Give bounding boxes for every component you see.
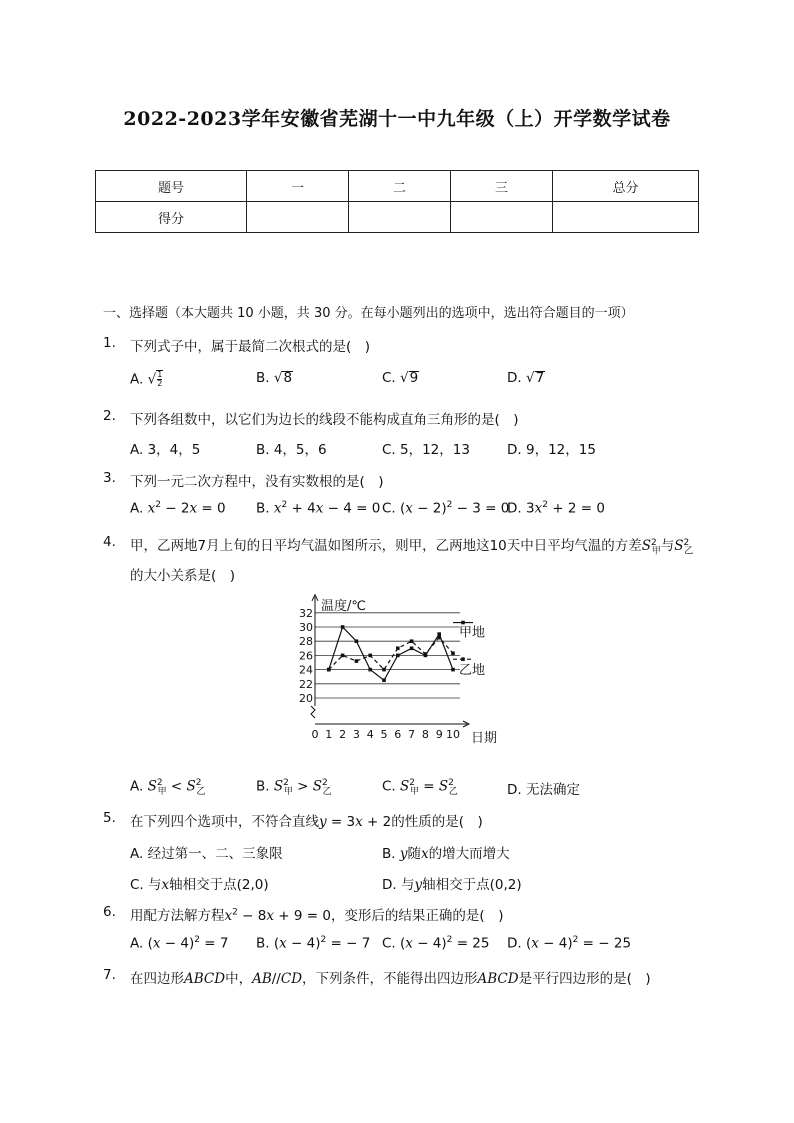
question-stem-tail: ，变形后的结果正确的是( )	[330, 908, 504, 924]
question-stem: 在四边形ABCD中，AB//CD，下列条件，不能得出四边形ABCD是平行四边形的是( )	[130, 971, 651, 987]
question-stem-text: 用配方法解方程	[130, 908, 225, 924]
option-label: C.	[382, 935, 396, 952]
question-stem: 下列一元二次方程中，没有实数根的是( )	[130, 474, 384, 490]
table-cell: 二	[349, 171, 451, 202]
option-label: A.	[130, 500, 144, 517]
question-number: 6.	[103, 904, 116, 920]
option-label: A.	[130, 371, 144, 388]
data-point	[368, 654, 372, 658]
series-line-1	[329, 627, 453, 680]
option-a[interactable]: A. $(x - 4)^2 = 7$	[130, 935, 229, 952]
fraction-denominator: 2	[157, 379, 163, 388]
option-a[interactable]: A. 经过第一、二、三象限	[130, 846, 283, 862]
option-label: D.	[507, 500, 522, 517]
data-point	[396, 647, 400, 651]
data-point	[437, 632, 441, 636]
data-point	[410, 647, 414, 651]
question-number: 7.	[103, 967, 116, 983]
option-c[interactable]: C. 5，12，13	[382, 442, 470, 458]
x-tick-label: 1	[325, 728, 333, 741]
option-rhs: = − 25	[582, 935, 632, 952]
radicand: 8	[283, 370, 293, 386]
option-c[interactable]: C. $(x - 2)^2 - 3 = 0$	[382, 500, 510, 517]
data-point	[396, 654, 400, 658]
fraction-numerator: 1	[157, 370, 163, 379]
y-tick-label: 30	[299, 621, 313, 634]
data-point	[341, 625, 345, 629]
data-point	[451, 668, 455, 672]
x-tick-label: 2	[339, 728, 347, 741]
option-c[interactable]: C. √9	[382, 370, 419, 386]
option-label: B.	[256, 935, 270, 952]
option-b[interactable]: B. $S^2_甲 > S^2_乙$	[256, 778, 332, 798]
legend-marker-yi	[461, 657, 465, 661]
legend-label-yi: 乙地	[459, 663, 486, 679]
question-stem-text: 在四边形	[130, 971, 184, 987]
option-b[interactable]: B. y随x的增大而增大	[382, 846, 510, 862]
y-tick-label: 26	[299, 649, 313, 663]
question-number: 1.	[103, 335, 116, 351]
legend-marker-jia	[461, 621, 465, 625]
option-d[interactable]: D. $3x^2 + 2 = 0$	[507, 500, 605, 517]
y-tick-label: 32	[299, 606, 313, 620]
y-tick-label: 20	[299, 692, 313, 705]
option-label: C.	[382, 500, 396, 517]
option-rhs: = 25	[456, 935, 490, 952]
option-text: 随	[407, 846, 421, 862]
option-label: B.	[256, 778, 270, 795]
x-tick-label: 6	[394, 728, 402, 741]
y-tick-label: 22	[299, 677, 313, 691]
table-cell: 得分	[96, 202, 247, 233]
series-line-2	[329, 638, 453, 670]
question-stem-text: ，下列条件，不能得出四边形	[302, 971, 478, 987]
x-tick-label: 8	[421, 728, 429, 741]
score-input-2[interactable]	[349, 202, 451, 233]
option-label: C.	[382, 778, 396, 795]
option-text: 轴相交于点(2,0)	[169, 877, 269, 893]
question-stem-tail: 的性质的是( )	[391, 814, 483, 830]
y-axis-title: 温度/℃	[321, 598, 366, 614]
option-b[interactable]: B. 4，5，6	[256, 442, 327, 458]
question-stem-text: 甲，乙两地7月上旬的日平均气温如图所示，则甲，乙两地这10天中日平均气温的方差	[130, 538, 642, 554]
x-tick-label: 3	[352, 728, 360, 741]
question-stem-text: 中，	[225, 971, 253, 987]
question-stem: 甲，乙两地7月上旬的日平均气温如图所示，则甲，乙两地这10天中日平均气温的方差$S^2_甲$与$S^2_乙$	[130, 537, 694, 557]
x-tick-label: 9	[435, 728, 443, 741]
score-input-1[interactable]	[247, 202, 349, 233]
data-point	[410, 639, 414, 643]
temperature-line-chart	[290, 585, 510, 745]
option-label: D.	[507, 370, 522, 386]
option-a[interactable]: A. √ $\frac{1}{2}$	[130, 370, 163, 388]
question-number: 5.	[103, 810, 116, 826]
data-point	[382, 668, 386, 672]
option-label: C.	[382, 370, 396, 386]
option-label: B.	[382, 846, 396, 862]
y-tick-label: 28	[299, 635, 313, 649]
data-point	[437, 636, 441, 640]
data-point	[341, 654, 345, 658]
question-number: 3.	[103, 470, 116, 486]
question-stem: 在下列四个选项中，不符合直线y = 3x + 2的性质的是( )	[130, 814, 483, 830]
option-label: A.	[130, 778, 144, 795]
option-label: D.	[507, 935, 522, 952]
question-stem: 用配方法解方程$x^2 - 8x + 9 = 0$，变形后的结果正确的是( )	[130, 907, 504, 924]
y-tick-label: 24	[299, 663, 313, 677]
option-rhs: = − 7	[330, 935, 371, 952]
question-stem-tail: 是平行四边形的是( )	[518, 971, 651, 987]
option-d[interactable]: D. $(x - 4)^2$ = − 25	[507, 935, 632, 952]
option-c[interactable]: C. $(x - 4)^2 = 25$	[382, 935, 490, 952]
table-cell: 一	[247, 171, 349, 202]
option-label: B.	[256, 500, 270, 517]
score-table	[95, 170, 699, 233]
axis-break	[311, 706, 315, 718]
option-a[interactable]: A. $x^2 - 2x = 0$	[130, 500, 226, 517]
question-stem-line2: 的大小关系是( )	[130, 568, 236, 584]
option-a[interactable]: A. 3，4，5	[130, 442, 201, 458]
question-number: 2.	[103, 408, 116, 424]
option-c[interactable]: C. 与x轴相交于点(2,0)	[130, 877, 269, 893]
x-tick-label: 7	[408, 728, 416, 741]
question-stem: 下列各组数中，以它们为边长的线段不能构成直角三角形的是( )	[130, 412, 519, 428]
question-number: 4.	[103, 534, 116, 550]
question-stem-text: 在下列四个选项中，不符合直线	[130, 814, 319, 830]
option-b[interactable]: B. $(x - 4)^2$ = − 7	[256, 935, 371, 952]
x-tick-label: 10	[446, 728, 460, 741]
question-stem: 下列式子中，属于最简二次根式的是( )	[130, 339, 371, 355]
radicand: 9	[409, 370, 419, 386]
data-point	[327, 668, 331, 672]
table-cell: 题号	[96, 171, 247, 202]
x-axis-title: 日期	[471, 731, 498, 745]
data-point	[355, 659, 359, 663]
data-point	[424, 652, 428, 656]
table-row	[96, 202, 699, 233]
table-cell: 三	[451, 171, 553, 202]
legend-label-jia: 甲地	[459, 625, 486, 641]
option-b[interactable]: B. $x^2 + 4x - 4 = 0$	[256, 500, 381, 517]
option-d[interactable]: D. 与y轴相交于点(0,2)	[382, 877, 522, 893]
x-tick-label: 0	[311, 728, 319, 741]
x-tick-label: 4	[366, 728, 374, 741]
data-point	[368, 668, 372, 672]
option-text: 的增大而增大	[428, 846, 510, 862]
option-d[interactable]: D. 9，12，15	[507, 442, 596, 458]
option-a[interactable]: A. $S^2_甲 < S^2_乙$	[130, 778, 206, 798]
section-heading: 一、选择题（本大题共 10 小题，共 30 分。在每小题列出的选项中，选出符合题目的一项）	[103, 306, 634, 321]
option-label: C. 与	[130, 877, 162, 893]
option-b[interactable]: B. √8	[256, 370, 293, 386]
option-label: A.	[130, 935, 144, 952]
page-title: 2022-2023学年安徽省芜湖十一中九年级（上）开学数学试卷	[123, 108, 671, 130]
option-label: B.	[256, 370, 270, 386]
data-point	[382, 678, 386, 682]
option-text: 轴相交于点(0,2)	[422, 877, 522, 893]
table-row	[96, 171, 699, 202]
data-point	[451, 651, 455, 655]
option-rhs: = 7	[204, 935, 229, 952]
data-point	[355, 639, 359, 643]
option-d[interactable]: D. √7	[507, 370, 545, 386]
x-tick-label: 5	[380, 728, 388, 741]
radicand: 7	[535, 370, 545, 386]
score-input-3[interactable]	[451, 202, 553, 233]
option-c[interactable]: C. $S^2_甲 = S^2_乙$	[382, 778, 458, 798]
option-label: D. 与	[382, 877, 415, 893]
table-cell: 总分	[553, 171, 699, 202]
option-d[interactable]: D. 无法确定	[507, 782, 580, 798]
score-input-total[interactable]	[553, 202, 699, 233]
